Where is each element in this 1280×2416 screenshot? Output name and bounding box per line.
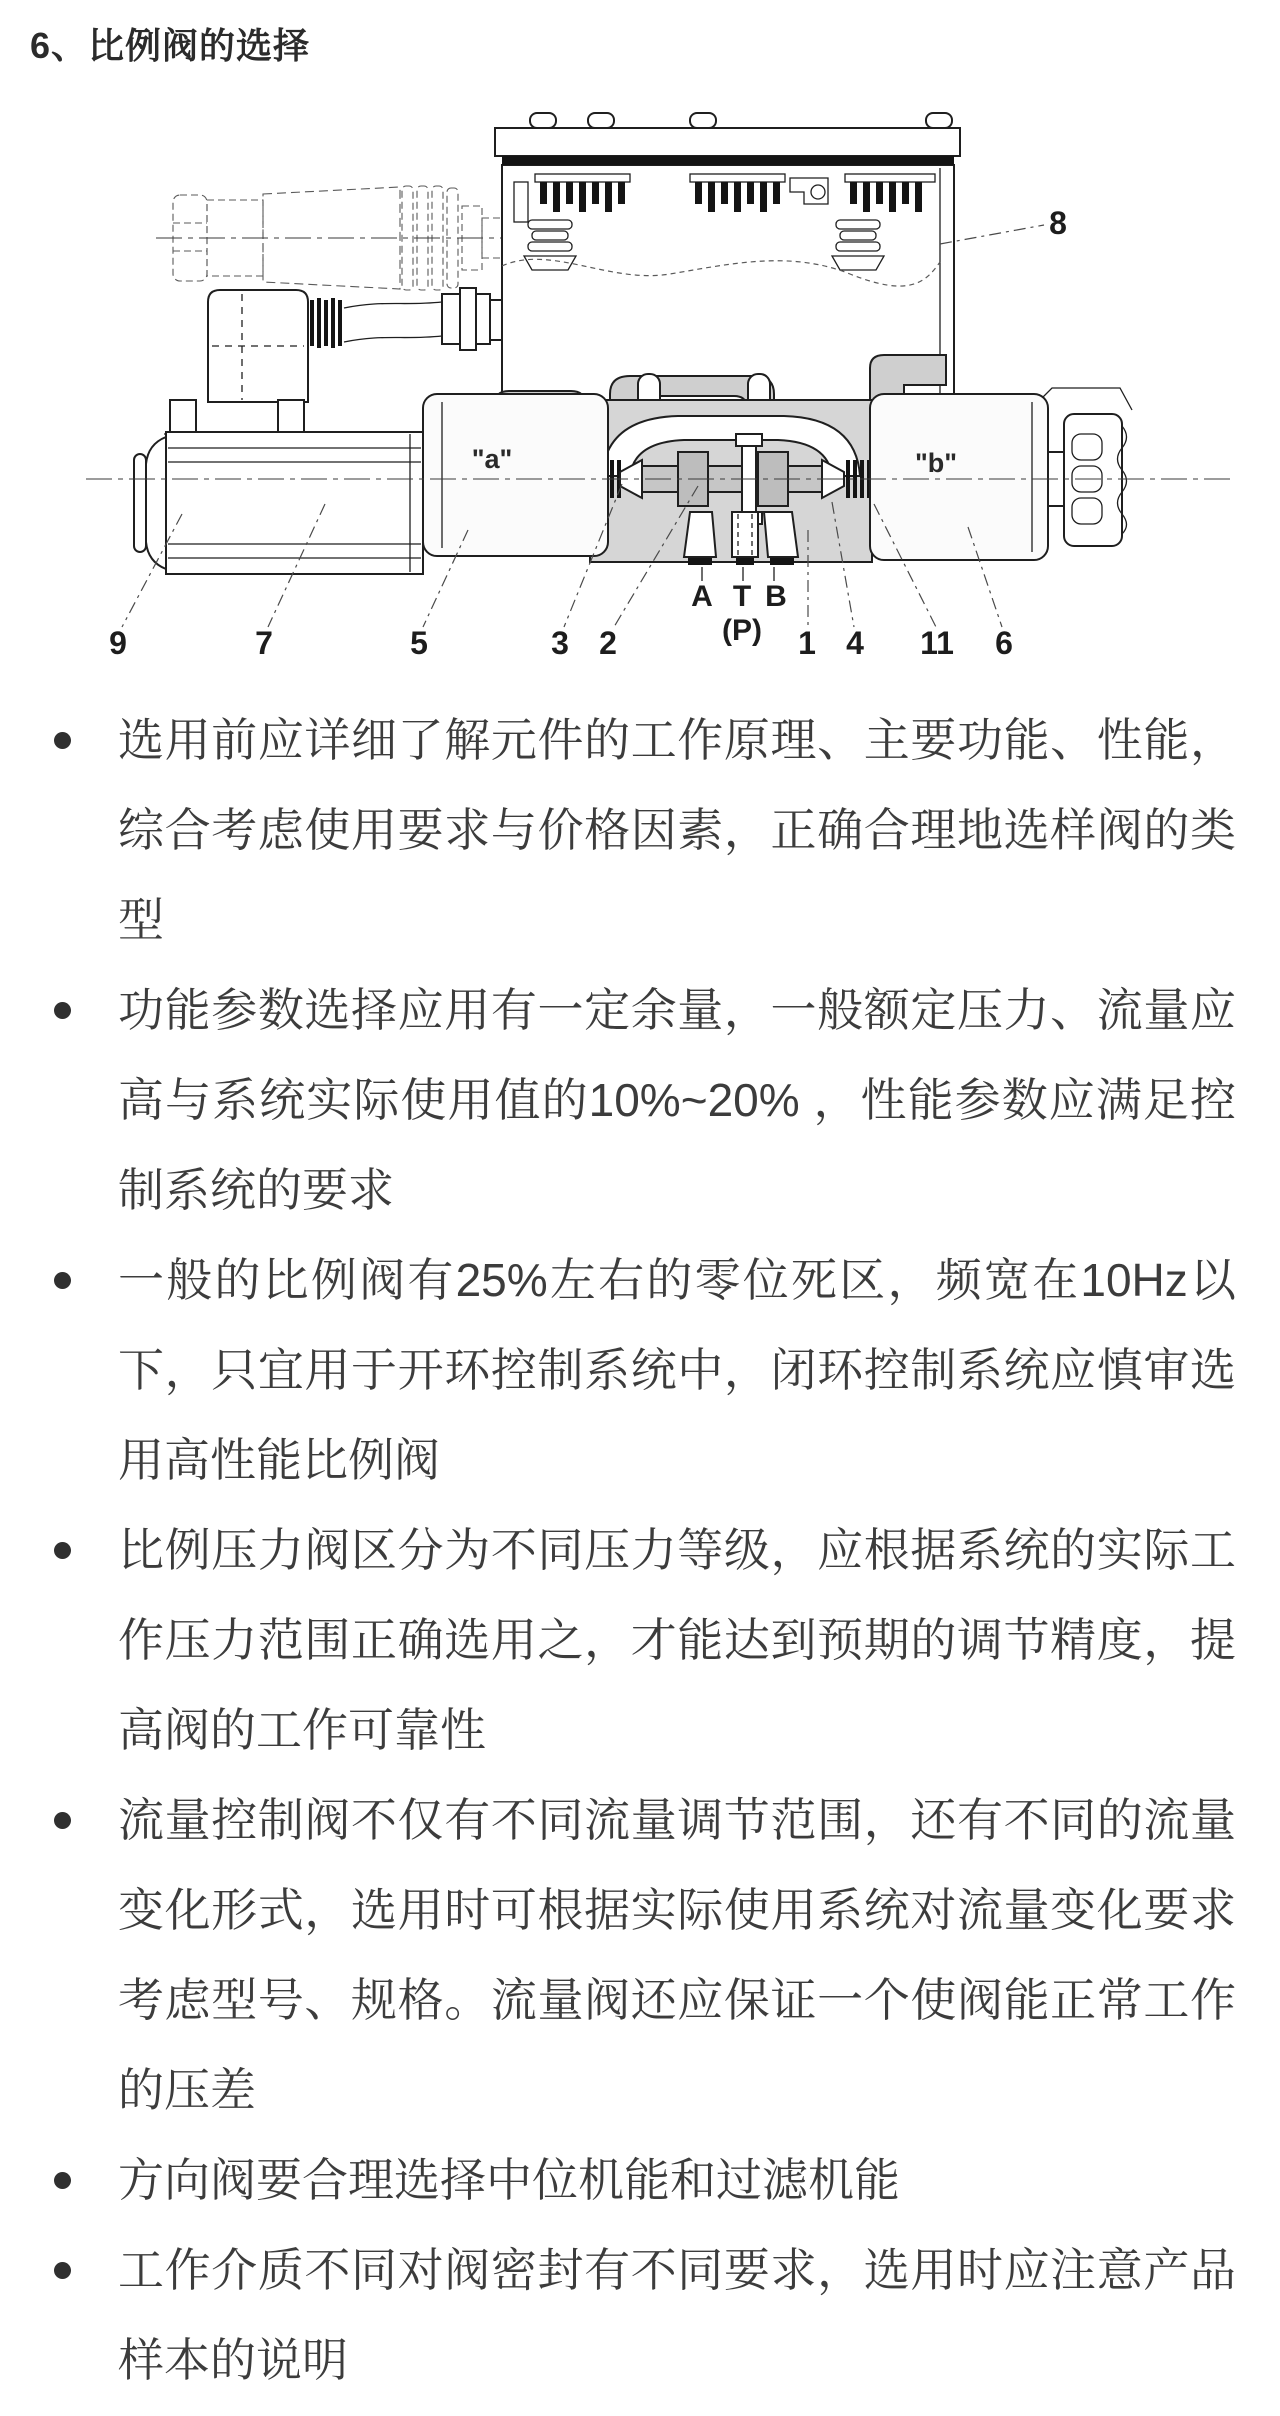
chamber-label-b: "b" <box>914 448 958 478</box>
port-label-t: T <box>732 580 752 613</box>
bullet-icon <box>54 1812 71 1829</box>
bullet-icon <box>54 2262 71 2279</box>
valve-body <box>590 400 872 581</box>
list-item <box>0 2135 1280 2225</box>
callout-8: 8 <box>1049 205 1067 241</box>
list-item <box>0 1235 1280 1505</box>
callout-5: 5 <box>410 625 428 661</box>
solenoid-a-tube <box>134 432 423 574</box>
bullet-icon <box>54 732 71 749</box>
callout-4: 4 <box>846 625 864 661</box>
callout-11: 11 <box>920 625 954 661</box>
list-item-text: 选用前应详细了解元件的工作原理、主要功能、性能，综合考虑使用要求与价格因素，正确合理地选样阀的类型 <box>118 714 1236 946</box>
leader-8 <box>940 225 1044 244</box>
list-item <box>0 1775 1280 2135</box>
solenoid-a-housing <box>423 394 608 556</box>
port-labels <box>691 580 787 647</box>
phantom-solenoid <box>156 186 535 290</box>
callout-9: 9 <box>109 625 127 661</box>
list-item-text: 功能参数选择应用有一定余量，一般额定压力、流量应高与系统实际使用值的10%~20% ，性能参数应满足控制系统的要求 <box>118 984 1236 1216</box>
port-label-b: B <box>765 580 787 613</box>
list-item-text: 方向阀要合理选择中位机能和过滤机能 <box>118 2154 900 2206</box>
callout-6: 6 <box>995 625 1013 661</box>
valve-cross-section-drawing <box>50 102 1230 677</box>
callout-7: 7 <box>255 625 273 661</box>
port-label-p: (P) <box>722 614 762 647</box>
callout-3: 3 <box>551 625 569 661</box>
list-item-text: 工作介质不同对阀密封有不同要求，选用时应注意产品样本的说明 <box>118 2244 1236 2386</box>
selection-guidelines-list <box>0 695 1280 2405</box>
list-item <box>0 965 1280 1235</box>
callout-2: 2 <box>599 625 617 661</box>
port-channels <box>684 512 798 581</box>
bullet-icon <box>54 1272 71 1289</box>
list-item <box>0 2225 1280 2405</box>
list-item <box>0 695 1280 965</box>
valve-diagram-figure <box>50 102 1230 677</box>
bullet-icon <box>54 1542 71 1559</box>
list-item-text: 比例压力阀区分为不同压力等级，应根据系统的实际工作压力范围正确选用之，才能达到预期的调节精度，提高阀的工作可靠性 <box>118 1524 1236 1756</box>
page-title: 6、比例阀的选择 <box>30 25 311 66</box>
list-item-text: 流量控制阀不仅有不同流量调节范围，还有不同的流量变化形式，选用时可根据实际使用系统对流量变化要求考虑型号、规格。流量阀还应保证一个使阀能正常工作的压差 <box>118 1794 1236 2116</box>
callout-1: 1 <box>798 625 816 661</box>
list-item <box>0 1505 1280 1775</box>
port-label-a: A <box>691 580 713 613</box>
bullet-icon <box>54 2172 71 2189</box>
solenoid-b-housing <box>870 394 1127 560</box>
chamber-label-a: "a" <box>471 444 513 474</box>
bullet-icon <box>54 1002 71 1019</box>
electronics-module <box>495 113 1044 412</box>
manual-override-knob <box>1064 414 1127 546</box>
list-item-text: 一般的比例阀有25%左右的零位死区，频宽在10Hz以下，只宜用于开环控制系统中，闭环控制系统应慎审选用高性能比例阀 <box>118 1254 1236 1486</box>
